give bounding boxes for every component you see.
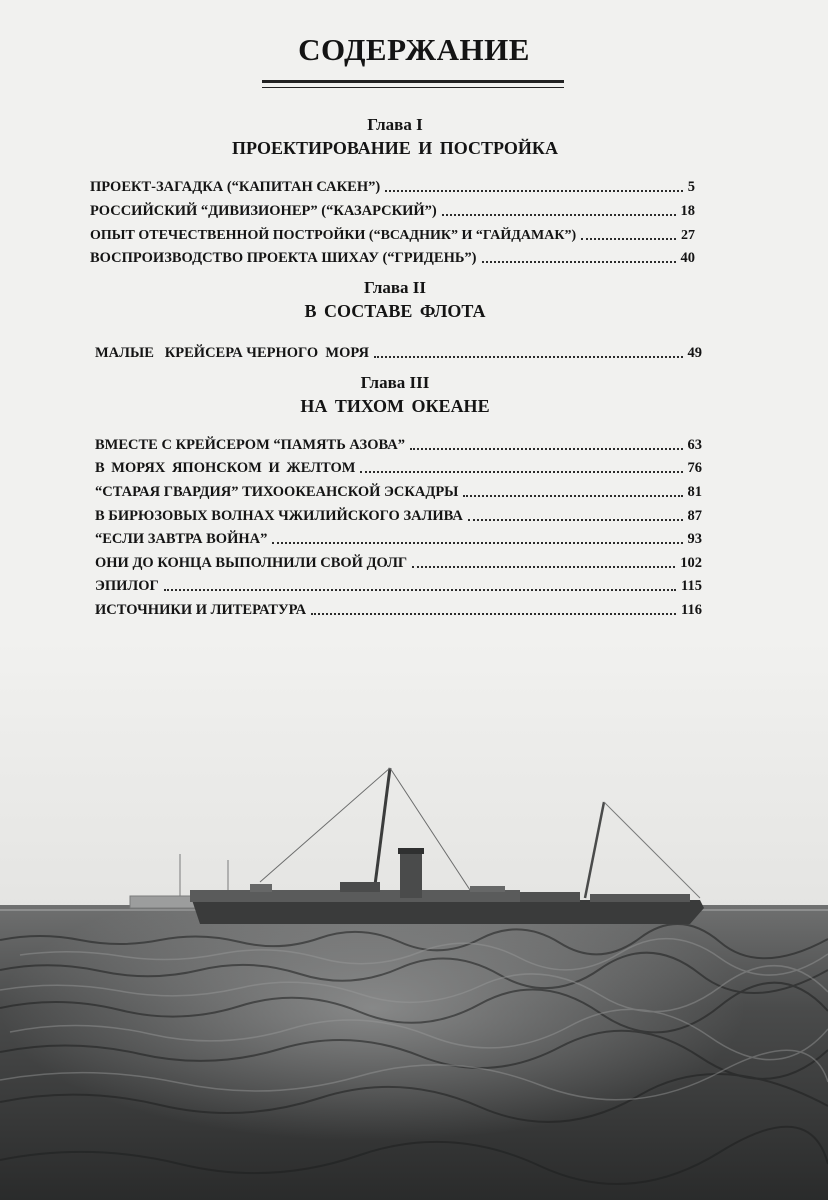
toc-page-number: 49 bbox=[687, 345, 702, 361]
toc-entry-text: ВМЕСТЕ С КРЕЙСЕРОМ “ПАМЯТЬ АЗОВА” bbox=[95, 437, 405, 453]
chapter-3-title: НА ТИХОМ ОКЕАНЕ bbox=[300, 396, 490, 416]
toc-leader-dots bbox=[311, 613, 676, 615]
toc-entry[interactable] bbox=[95, 481, 702, 501]
chapter-3-label: Глава III bbox=[360, 373, 430, 392]
toc-leader-dots bbox=[468, 519, 683, 521]
toc-entry-text: “ЕСЛИ ЗАВТРА ВОЙНА” bbox=[95, 531, 268, 547]
toc-page-number: 87 bbox=[687, 508, 702, 524]
page-title: СОДЕРЖАНИЕ bbox=[298, 32, 530, 67]
toc-entry[interactable] bbox=[90, 176, 695, 196]
toc-page-number: 5 bbox=[687, 179, 695, 195]
toc-entry[interactable] bbox=[90, 224, 695, 244]
toc-leader-dots bbox=[410, 448, 683, 450]
toc-leader-dots bbox=[164, 589, 676, 591]
toc-entry-text: МАЛЫЕ КРЕЙСЕРА ЧЕРНОГО МОРЯ bbox=[95, 345, 369, 361]
toc-leader-dots bbox=[385, 190, 683, 192]
toc-page-number: 63 bbox=[687, 437, 702, 453]
toc-page-number: 76 bbox=[687, 460, 702, 476]
toc-entry[interactable] bbox=[95, 434, 702, 454]
toc-entry[interactable] bbox=[90, 247, 695, 267]
toc-entry-text: “СТАРАЯ ГВАРДИЯ” ТИХООКЕАНСКОЙ ЭСКАДРЫ bbox=[95, 484, 459, 500]
toc-entry-text: ОНИ ДО КОНЦА ВЫПОЛНИЛИ СВОЙ ДОЛГ bbox=[95, 555, 408, 571]
toc-page-number: 27 bbox=[681, 228, 695, 243]
toc-entry-text: ВОСПРОИЗВОДСТВО ПРОЕКТА ШИХАУ (“ГРИДЕНЬ”) bbox=[90, 250, 477, 266]
toc-entry-text: ЭПИЛОГ bbox=[95, 578, 159, 594]
toc-page-number: 102 bbox=[680, 555, 702, 571]
toc-leader-dots bbox=[463, 495, 682, 497]
toc-leader-dots bbox=[412, 566, 675, 568]
toc-entry[interactable] bbox=[95, 552, 702, 572]
toc-page-number: 116 bbox=[681, 602, 702, 618]
toc-leader-dots bbox=[272, 542, 682, 544]
toc-entry-text: ПРОЕКТ-ЗАГАДКА (“КАПИТАН САКЕН”) bbox=[90, 179, 381, 195]
toc-entry[interactable] bbox=[95, 599, 702, 619]
toc-entry[interactable] bbox=[95, 528, 702, 548]
toc-entry-text: В МОРЯХ ЯПОНСКОМ И ЖЕЛТОМ bbox=[95, 460, 356, 476]
toc-entry-text: В БИРЮЗОВЫХ ВОЛНАХ ЧЖИЛИЙСКОГО ЗАЛИВА bbox=[95, 508, 463, 524]
toc-entry-text: ОПЫТ ОТЕЧЕСТВЕННОЙ ПОСТРОЙКИ (“ВСАДНИК” И “ГАЙДАМАК”) bbox=[90, 228, 577, 243]
toc-entry[interactable] bbox=[95, 575, 702, 595]
toc-entry[interactable] bbox=[95, 505, 702, 525]
toc-page-number: 40 bbox=[680, 250, 695, 266]
chapter-2-title: В СОСТАВЕ ФЛОТА bbox=[304, 301, 486, 321]
toc-page-number: 93 bbox=[687, 531, 702, 547]
sea-with-cruiser-photo bbox=[0, 640, 828, 1200]
toc-leader-dots bbox=[442, 214, 676, 216]
toc-entry[interactable] bbox=[95, 457, 702, 477]
chapter-1-label: Глава I bbox=[367, 115, 423, 134]
toc-page-number: 81 bbox=[687, 484, 702, 500]
toc-entry[interactable] bbox=[90, 200, 695, 220]
toc-leader-dots bbox=[374, 356, 683, 358]
toc-entry-text: ИСТОЧНИКИ И ЛИТЕРАТУРА bbox=[95, 602, 307, 618]
toc-leader-dots bbox=[482, 261, 676, 263]
title-rule bbox=[262, 80, 564, 88]
toc-page-number: 18 bbox=[680, 203, 695, 219]
chapter-1-title: ПРОЕКТИРОВАНИЕ И ПОСТРОЙКА bbox=[232, 138, 558, 158]
chapter-2-label: Глава II bbox=[363, 278, 427, 297]
toc-entry[interactable] bbox=[95, 342, 702, 362]
toc-leader-dots bbox=[360, 471, 682, 473]
toc-page-number: 115 bbox=[681, 578, 702, 594]
toc-entry-text: РОССИЙСКИЙ “ДИВИЗИОНЕР” (“КАЗАРСКИЙ”) bbox=[90, 203, 437, 219]
toc-leader-dots bbox=[581, 238, 676, 240]
